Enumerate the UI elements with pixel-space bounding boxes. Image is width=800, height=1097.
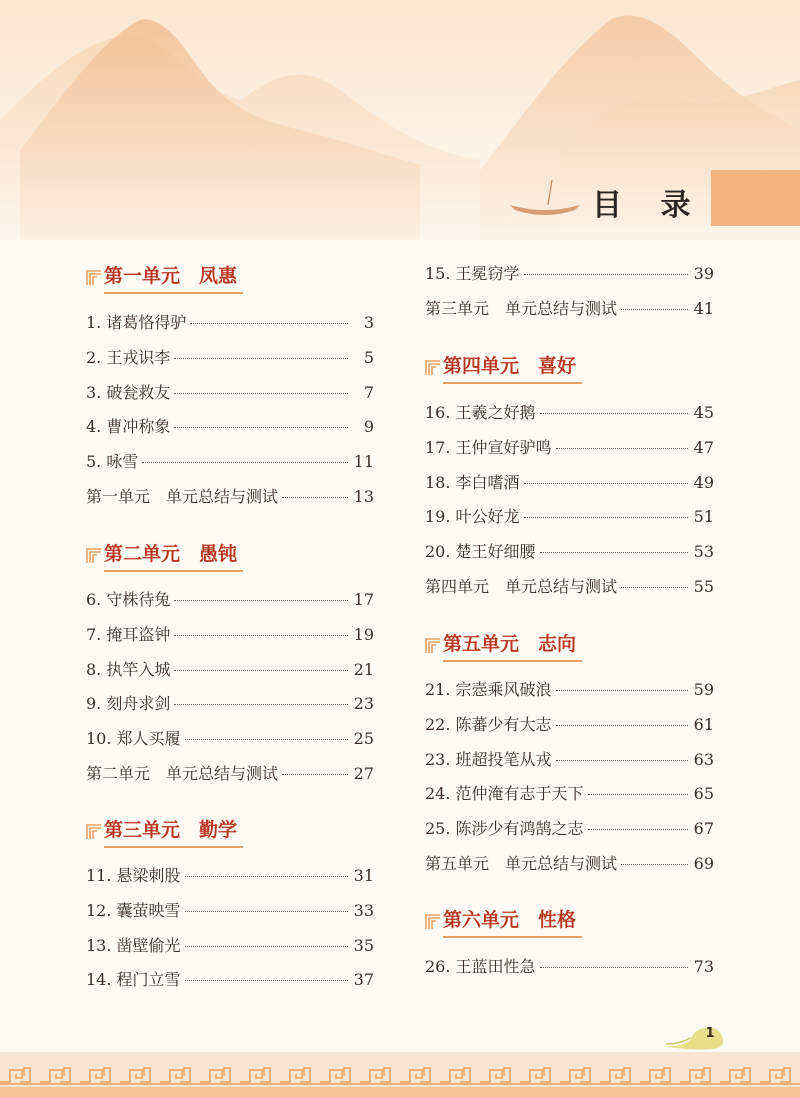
- toc-entry-title: 4. 曹冲称象: [86, 417, 171, 437]
- toc-entry[interactable]: [86, 691, 374, 714]
- toc-entry-title: 26. 王蓝田性急: [425, 957, 536, 976]
- leader-dots: [524, 483, 688, 484]
- leader-dots: [621, 587, 688, 588]
- leader-dots: [185, 946, 348, 947]
- corner-ornament-icon: [425, 914, 441, 930]
- unit-heading-text: 第三单元 勤学: [104, 816, 243, 848]
- toc-entry-page: 45: [693, 403, 714, 422]
- toc-entry[interactable]: [425, 954, 714, 977]
- leader-dots: [621, 864, 688, 865]
- toc-entry[interactable]: [425, 816, 714, 839]
- toc-entry-page: 9: [363, 417, 374, 437]
- toc-entry-title: 23. 班超投笔从戎: [425, 749, 552, 769]
- toc-entry[interactable]: [425, 504, 714, 527]
- toc-entry-title: 第二单元 单元总结与测试: [86, 764, 279, 783]
- leader-dots: [174, 393, 348, 394]
- toc-entry[interactable]: [86, 484, 374, 507]
- leader-dots: [185, 911, 348, 912]
- toc-entry-title: 7. 掩耳盗钟: [86, 624, 171, 644]
- toc-entry-title: 24. 范仲淹有志于天下: [425, 784, 584, 804]
- toc-entry-page: 3: [363, 313, 374, 332]
- leader-dots: [282, 774, 348, 775]
- leader-dots: [524, 274, 688, 275]
- toc-entry[interactable]: [425, 400, 714, 423]
- corner-ornament-icon: [86, 548, 102, 564]
- toc-entry-title: 20. 楚王好细腰: [425, 542, 536, 562]
- unit-heading: [86, 540, 243, 572]
- toc-entry-page: 73: [693, 957, 714, 976]
- toc-entry[interactable]: [86, 761, 374, 784]
- leader-dots: [540, 413, 688, 414]
- toc-entry-page: 39: [693, 264, 714, 283]
- corner-ornament-icon: [425, 360, 441, 376]
- toc-entry[interactable]: [425, 781, 714, 804]
- toc-entry-page: 67: [693, 819, 714, 839]
- toc-entry-title: 9. 刻舟求剑: [86, 694, 171, 714]
- leader-dots: [556, 760, 688, 761]
- toc-entry-title: 2. 王戎识李: [86, 347, 171, 367]
- leader-dots: [174, 427, 348, 428]
- footer-border: [0, 1052, 800, 1097]
- toc-entry-page: 63: [693, 749, 714, 769]
- toc-entry-title: 第五单元 单元总结与测试: [425, 854, 618, 873]
- toc-entry-title: 21. 宗悫乘风破浪: [425, 680, 552, 699]
- toc-entry-page: 69: [693, 854, 714, 873]
- leader-dots: [185, 739, 348, 740]
- toc-entry-page: 65: [693, 784, 714, 804]
- toc-entry-page: 41: [693, 298, 714, 318]
- toc-entry-page: 7: [363, 382, 374, 402]
- toc-entry-page: 23: [353, 694, 374, 714]
- leader-dots: [588, 829, 688, 830]
- toc-entry[interactable]: [86, 863, 374, 886]
- leader-dots: [282, 497, 348, 498]
- page-title: 目 录: [592, 188, 705, 223]
- leader-dots: [185, 876, 348, 877]
- toc-entry[interactable]: [86, 967, 374, 990]
- toc-entry-page: 49: [693, 472, 714, 492]
- toc-entry[interactable]: [425, 296, 714, 319]
- toc-entry-title: 13. 凿壁偷光: [86, 935, 181, 955]
- toc-entry-page: 19: [353, 624, 374, 644]
- leader-dots: [540, 552, 688, 553]
- toc-entry[interactable]: [86, 380, 374, 403]
- corner-ornament-icon: [425, 638, 441, 654]
- toc-entry-title: 第三单元 单元总结与测试: [425, 298, 618, 318]
- toc-entry-page: 25: [353, 729, 374, 749]
- unit-heading: [86, 262, 243, 294]
- toc-entry[interactable]: [86, 726, 374, 749]
- unit-heading: [86, 816, 243, 848]
- toc-entry[interactable]: [86, 345, 374, 368]
- toc-entry-page: 5: [363, 347, 374, 367]
- toc-entry-page: 37: [353, 970, 374, 990]
- unit-heading: [425, 906, 582, 938]
- toc-entry-title: 1. 诸葛恪得驴: [86, 313, 187, 332]
- toc-entry-title: 第一单元 单元总结与测试: [86, 487, 279, 506]
- toc-entry[interactable]: [86, 310, 374, 333]
- toc-entry-title: 第四单元 单元总结与测试: [425, 577, 618, 596]
- leader-dots: [540, 967, 688, 968]
- toc-entry-page: 51: [693, 507, 714, 527]
- toc-entry[interactable]: [425, 747, 714, 770]
- leader-dots: [588, 794, 688, 795]
- leader-dots: [174, 704, 347, 705]
- title-tab: [711, 170, 800, 226]
- toc-entry-title: 10. 郑人买履: [86, 729, 181, 749]
- toc-entry[interactable]: [425, 435, 714, 458]
- toc-entry-page: 59: [693, 680, 714, 699]
- toc-entry-page: 53: [693, 542, 714, 562]
- toc-entry-page: 61: [693, 714, 714, 734]
- corner-ornament-icon: [86, 824, 102, 840]
- unit-heading-text: 第五单元 志向: [443, 630, 582, 662]
- toc-entry-title: 3. 破瓮救友: [86, 382, 171, 402]
- leader-dots: [556, 448, 688, 449]
- corner-ornament-icon: [86, 270, 102, 286]
- toc-entry-page: 17: [353, 590, 374, 609]
- page-number: 1: [705, 1026, 715, 1041]
- toc-entry[interactable]: [86, 587, 374, 610]
- toc-entry-title: 16. 王羲之好鹅: [425, 403, 536, 422]
- leader-dots: [185, 980, 348, 981]
- toc-entry-page: 47: [693, 437, 714, 457]
- leader-dots: [621, 309, 688, 310]
- toc-entry-title: 22. 陈蕃少有大志: [425, 714, 552, 734]
- leader-dots: [174, 600, 347, 601]
- toc-entry-title: 19. 叶公好龙: [425, 507, 520, 527]
- toc-entry-page: 35: [353, 935, 374, 955]
- toc-entry[interactable]: [86, 449, 374, 472]
- leader-dots: [142, 462, 347, 463]
- toc-entry[interactable]: [425, 677, 714, 700]
- toc-entry[interactable]: [425, 851, 714, 874]
- unit-heading-text: 第四单元 喜好: [443, 352, 582, 384]
- toc-entry-title: 12. 囊萤映雪: [86, 900, 181, 920]
- leader-dots: [174, 635, 347, 636]
- toc-entry[interactable]: [425, 539, 714, 562]
- toc-entry-title: 11. 悬梁刺股: [86, 866, 181, 885]
- toc-entry[interactable]: [425, 712, 714, 735]
- leader-dots: [556, 725, 688, 726]
- toc-entry[interactable]: [86, 622, 374, 645]
- toc-entry-page: 27: [353, 764, 374, 783]
- toc-entry-page: 11: [353, 452, 374, 472]
- toc-entry[interactable]: [425, 261, 714, 284]
- toc-entry-page: 13: [353, 487, 374, 506]
- toc-entry-title: 17. 王仲宣好驴鸣: [425, 437, 552, 457]
- toc-entry[interactable]: [86, 898, 374, 921]
- leader-dots: [556, 690, 688, 691]
- toc-entry[interactable]: [86, 657, 374, 680]
- toc-entry-title: 6. 守株待兔: [86, 590, 171, 609]
- unit-heading-text: 第二单元 愚钝: [104, 540, 243, 572]
- leader-dots: [524, 517, 688, 518]
- toc-entry-title: 8. 执竿入城: [86, 659, 171, 679]
- toc-entry-title: 5. 咏雪: [86, 452, 139, 472]
- toc-entry[interactable]: [86, 414, 374, 437]
- unit-heading-text: 第六单元 性格: [443, 906, 582, 938]
- unit-heading: [425, 630, 582, 662]
- toc-entry[interactable]: [86, 933, 374, 956]
- toc-entry-page: 31: [353, 866, 374, 885]
- leader-dots: [174, 670, 347, 671]
- toc-entry[interactable]: [425, 470, 714, 493]
- toc-entry-page: 21: [353, 659, 374, 679]
- toc-entry-title: 18. 李白嗜酒: [425, 472, 520, 492]
- unit-heading-text: 第一单元 凤惠: [104, 262, 243, 294]
- leader-dots: [190, 323, 348, 324]
- unit-heading: [425, 352, 582, 384]
- leader-dots: [174, 358, 348, 359]
- toc-entry-title: 25. 陈涉少有鸿鹄之志: [425, 819, 584, 839]
- toc-entry-page: 33: [353, 900, 374, 920]
- toc-entry-page: 55: [693, 577, 714, 596]
- toc-entry-title: 14. 程门立雪: [86, 970, 181, 990]
- toc-entry[interactable]: [425, 574, 714, 597]
- toc-entry-title: 15. 王冕窃学: [425, 264, 520, 283]
